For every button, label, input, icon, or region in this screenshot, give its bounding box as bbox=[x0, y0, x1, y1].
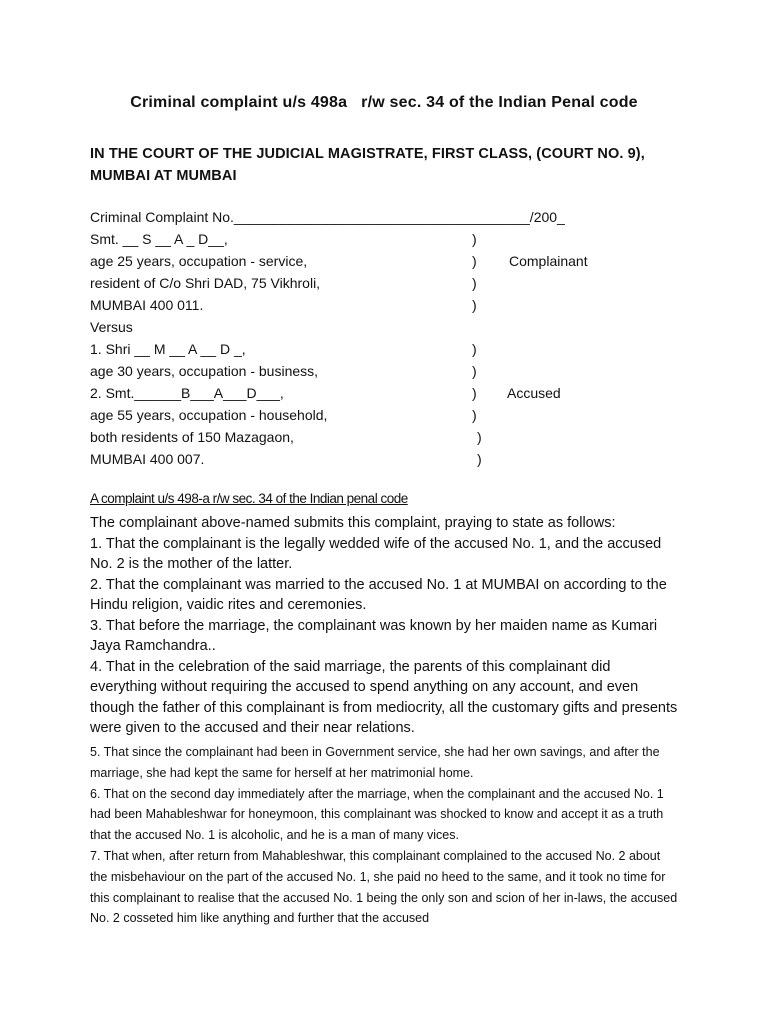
bracket-mark: ) bbox=[472, 231, 477, 247]
accused-line: MUMBAI 400 007. bbox=[90, 451, 205, 467]
paragraph: 6. That on the second day immediately after the marriage, when the complainant and the accused No. 1 had been Mahableshwar for honeymoon, this complainant was shocked to know and accept it as a truth that the accused No. 1 is alcoholic, and he is a man of many vices. bbox=[90, 786, 664, 843]
paragraph: 7. That when, after return from Mahableshwar, this complainant complained to the accused No. 2 about the misbehaviour on the part of the accused No. 1, she paid no heed to the same, and it took no time for this complainant to realise that the accused No. 1 being the only son and scion of her in-laws, the accused No. 2 cosseted him like anything and further that the accused bbox=[90, 848, 678, 926]
paragraph: 5. That since the complainant had been in Government service, she had her own savings, and after the marriage, she had kept the same for herself at her matrimonial home. bbox=[90, 745, 660, 780]
bracket-mark: ) bbox=[472, 341, 477, 357]
complainant-line: Smt. __ S __ A _ D__, bbox=[90, 231, 228, 247]
bracket-mark: ) bbox=[477, 451, 482, 467]
section-heading: A complaint u/s 498-a r/w sec. 34 of the Indian penal code bbox=[90, 491, 408, 506]
accused-line: 2. Smt.______B___A___D___, bbox=[90, 385, 284, 401]
paragraph: 3. That before the marriage, the complainant was known by her maiden name as Kumari Jaya Ramchandra.. bbox=[90, 617, 658, 654]
paragraph: The complainant above-named submits this complaint, praying to state as follows: bbox=[90, 515, 616, 531]
paragraph: 2. That the complainant was married to the accused No. 1 at MUMBAI on according to the Hindu religion, vaidic rites and ceremonies. bbox=[90, 576, 667, 613]
document-title: Criminal complaint u/s 498a r/w sec. 34 of the Indian Penal code bbox=[130, 94, 638, 111]
accused-role-label: Accused bbox=[507, 385, 561, 401]
complainant-line: MUMBAI 400 011. bbox=[90, 297, 204, 313]
complaint-body-small bbox=[90, 742, 680, 929]
complainant-line: age 25 years, occupation - service, bbox=[90, 253, 308, 269]
accused-line: 1. Shri __ M __ A __ D _, bbox=[90, 341, 246, 357]
bracket-mark: ) bbox=[472, 385, 477, 401]
complainant-role-label: Complainant bbox=[509, 253, 588, 269]
versus-label: Versus bbox=[90, 319, 133, 335]
complainant-line: resident of C/o Shri DAD, 75 Vikhroli, bbox=[90, 275, 321, 291]
complaint-number: Criminal Complaint No.______________________________________/200_ bbox=[90, 209, 565, 225]
accused-line: both residents of 150 Mazagaon, bbox=[90, 429, 294, 445]
bracket-mark: ) bbox=[472, 363, 477, 379]
complaint-body-large bbox=[90, 513, 680, 739]
bracket-mark: ) bbox=[472, 407, 477, 423]
paragraph: 1. That the complainant is the legally wedded wife of the accused No. 1, and the accused No. 2 is the mother of the latter. bbox=[90, 535, 662, 572]
court-heading: IN THE COURT OF THE JUDICIAL MAGISTRATE, FIRST CLASS, (COURT NO. 9), MUMBAI AT MUMBAI bbox=[90, 146, 645, 184]
bracket-mark: ) bbox=[472, 275, 477, 291]
accused-line: age 30 years, occupation - business, bbox=[90, 363, 319, 379]
paragraph: 4. That in the celebration of the said marriage, the parents of this complainant did everything without requiring the accused to spend anything on any account, and even though the father of this complainant is from mediocrity, all the customary gifts and presents were given to the accused and their near relations. bbox=[90, 658, 678, 736]
bracket-mark: ) bbox=[472, 253, 477, 269]
bracket-mark: ) bbox=[477, 429, 482, 445]
accused-line: age 55 years, occupation - household, bbox=[90, 407, 328, 423]
bracket-mark: ) bbox=[472, 297, 477, 313]
